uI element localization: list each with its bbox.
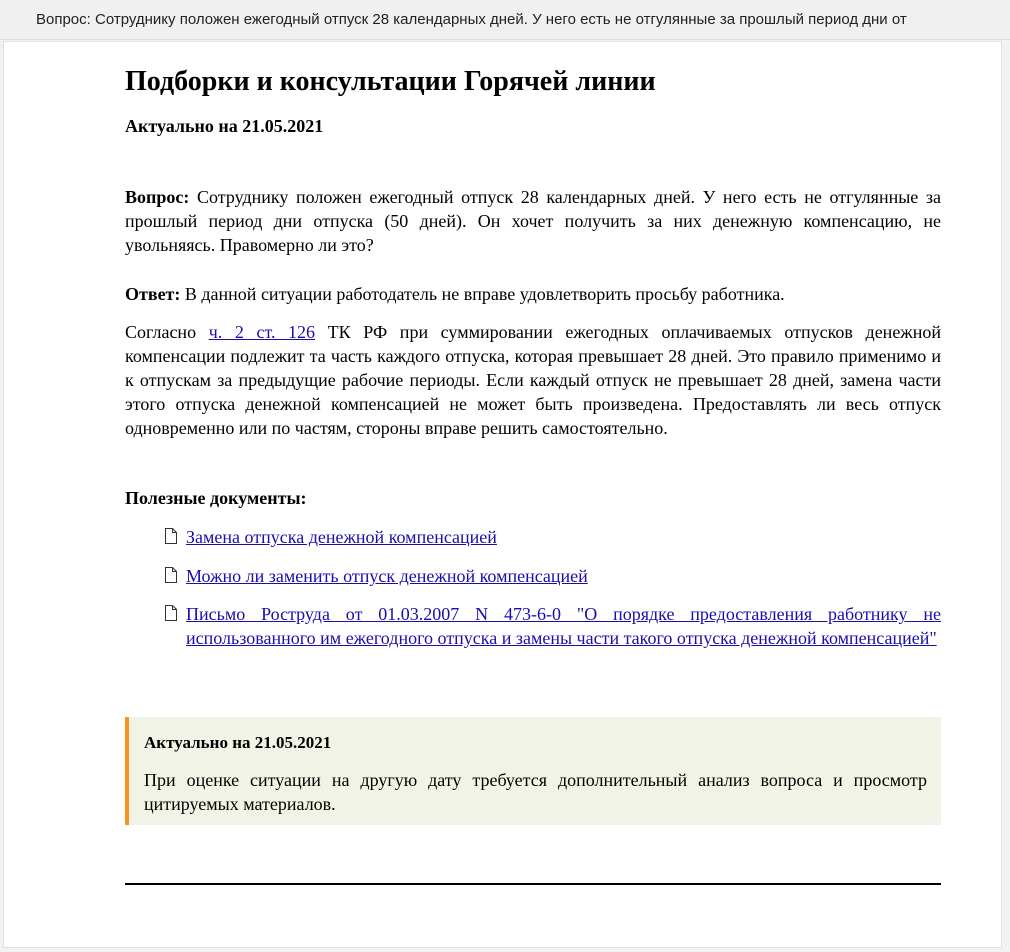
useful-doc-item: [165, 602, 941, 650]
document-icon: [165, 567, 177, 583]
law-article-link[interactable]: ч. 2 ст. 126: [208, 322, 316, 342]
useful-doc-link[interactable]: Замена отпуска денежной компенсацией: [186, 527, 497, 547]
answer-paragraph: [125, 282, 941, 306]
actuality-note: [125, 717, 941, 825]
comment-text: ТК РФ при суммировании ежегодных оплачиваемых отпусков денежной компенсации подлежит та часть каждого отпуска, которая превышает 28 дней. Это правило применимо и к отпускам за предыдущие рабочие периоды. Если каждый отпуск не превышает 28 дней, замена части этого отпуска денежной компенсацией не может быть произведена. Предоставлять ли весь отпуск одновременно или по частям, стороны вправе решить самостоятельно.: [125, 322, 942, 438]
document-icon: [165, 605, 177, 621]
useful-doc-link[interactable]: Можно ли заменить отпуск денежной компенсацией: [186, 566, 588, 586]
window-title-bar: [0, 0, 1010, 40]
document-icon: [165, 528, 177, 544]
actual-date: Актуально на 21.05.2021: [125, 116, 324, 136]
useful-docs-heading: Полезные документы:: [125, 488, 307, 508]
useful-doc-link[interactable]: Письмо Роструда от 01.03.2007 N 473-6-0 "О порядке предоставления работнику не использованного им ежегодного отпуска и замены части такого отпуска денежной компенсацией": [186, 604, 941, 648]
useful-doc-item: [165, 564, 941, 588]
page-title: Подборки и консультации Горячей линии: [125, 66, 656, 97]
comment-prefix: Согласно: [125, 322, 197, 342]
tab-title: Вопрос: Сотруднику положен ежегодный отпуск 28 календарных дней. У него есть не отгулянные за прошлый период дни от: [36, 11, 907, 28]
document-page[interactable]: [3, 41, 1002, 948]
note-title: Актуально на 21.05.2021: [144, 733, 332, 752]
useful-doc-item: [165, 525, 941, 549]
question-label: Вопрос:: [125, 187, 190, 207]
answer-label: Ответ:: [125, 284, 181, 304]
comment-paragraph: [125, 320, 941, 440]
question-paragraph: [125, 185, 941, 257]
question-text: Сотруднику положен ежегодный отпуск 28 календарных дней. У него есть не отгулянные за прошлый период дни отпуска (50 дней). Он хочет получить за них денежную компенсацию, не увольняясь. Правомерно ли это?: [125, 187, 942, 255]
note-text: При оценке ситуации на другую дату требуется дополнительный анализ вопроса и просмотр цитируемых материалов.: [144, 770, 927, 814]
answer-text: В данной ситуации работодатель не вправе удовлетворить просьбу работника.: [184, 284, 785, 304]
bottom-divider: [125, 883, 941, 885]
